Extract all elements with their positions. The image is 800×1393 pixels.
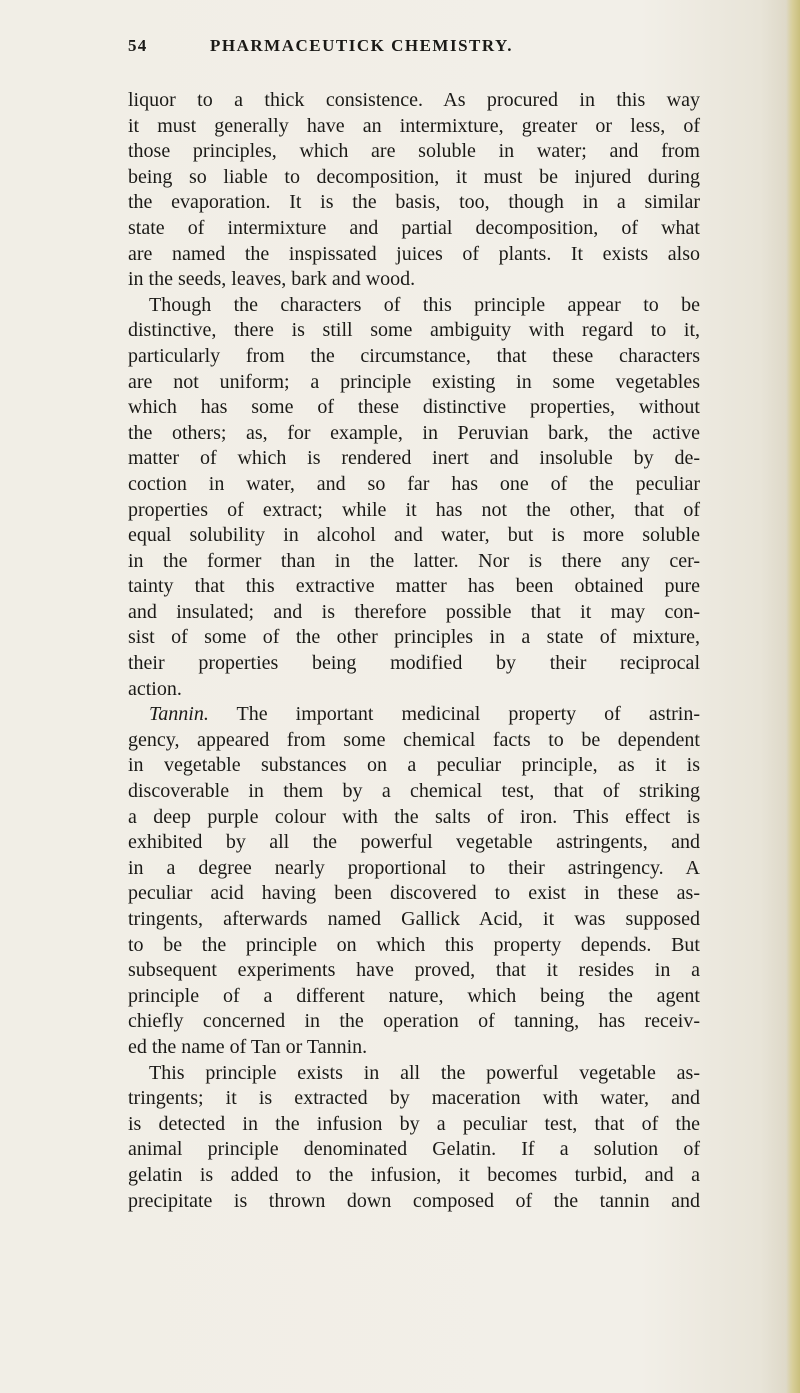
text-line-content: action. [128,677,182,700]
text-line [128,651,700,677]
text-line [128,984,700,1010]
text-line [128,421,700,447]
text-line [128,370,700,396]
text-line-content: it must generally have an intermixture, greater or less, of [128,114,700,137]
text-line-content: gelatin is added to the infusion, it becomes turbid, and a [128,1163,700,1186]
text-line-content: are not uniform; a principle existing in some vegetables [128,370,700,393]
text-line [128,958,700,984]
text-line [128,190,700,216]
text-line-content: matter of which is rendered inert and insoluble by de- [128,447,700,470]
text-line-content: gency, appeared from some chemical facts to be dependent [128,728,700,751]
text-line [128,1061,700,1087]
text-line-content: to be the principle on which this property depends. But [128,933,700,956]
text-line-content: distinctive, there is still some ambiguity with regard to it, [128,319,700,342]
text-line-content: peculiar acid having been discovered to exist in these as- [128,882,700,905]
text-line-content: precipitate is thrown down composed of the tannin and [128,1189,700,1212]
text-line-content: in a degree nearly proportional to their astringency. A [128,856,700,879]
text-line [128,600,700,626]
running-title: PHARMACEUTICK CHEMISTRY. [210,36,514,55]
text-line-content: subsequent experiments have proved, that it resides in a [128,959,700,982]
text-line [128,702,700,728]
text-line [128,395,700,421]
text-line-content: is detected in the infusion by a peculiar test, that of the [128,1112,700,1135]
text-line-content: the evaporation. It is the basis, too, though in a similar [128,191,700,214]
text-line-content: and insulated; and is therefore possible that it may con- [128,600,700,623]
section-heading: Tannin. [149,703,209,726]
text-line-content: tringents; it is extracted by maceration with water, and [128,1087,700,1110]
text-line-content: coction in water, and so far has one of the peculiar [128,472,700,495]
text-line [128,1163,700,1189]
text-line-content: sist of some of the other principles in a state of mixture, [128,626,700,649]
text-line [128,856,700,882]
text-line-content: a deep purple colour with the salts of iron. This effect is [128,805,700,828]
text-line-content: in vegetable substances on a peculiar principle, as it is [128,754,700,777]
text-line-content: tainty that this extractive matter has been obtained pure [128,575,700,598]
text-line [128,498,700,524]
running-head [128,36,688,60]
body-text [128,88,700,1214]
text-line [128,574,700,600]
text-line [128,1112,700,1138]
text-line [128,881,700,907]
text-line [128,1035,700,1061]
text-line [128,242,700,268]
text-line [128,625,700,651]
text-line-content: chiefly concerned in the operation of tanning, has receiv- [128,1010,700,1033]
text-line [128,318,700,344]
text-line [128,344,700,370]
text-line-content: the others; as, for example, in Peruvian bark, the active [128,421,700,444]
text-line [128,1137,700,1163]
text-line-content: which has some of these distinctive properties, without [128,396,700,419]
text-line [128,165,700,191]
text-line [128,830,700,856]
text-line [128,472,700,498]
text-line [128,779,700,805]
text-line-content: particularly from the circumstance, that these characters [128,344,700,367]
text-line [128,1086,700,1112]
text-line [128,805,700,831]
text-line-content: tringents, afterwards named Gallick Acid, it was supposed [128,908,700,930]
text-line [128,216,700,242]
text-line-content: exhibited by all the powerful vegetable astringents, and [128,831,700,854]
text-line-content: being so liable to decomposition, it must be injured during [128,165,700,188]
text-line-content: state of intermixture and partial decomposition, of what [128,216,700,239]
text-line-content: principle of a different nature, which being the agent [128,984,700,1007]
text-line [128,114,700,140]
text-line [128,677,700,703]
text-line-content: The important medicinal property of astrin- [208,703,700,726]
text-line [128,549,700,575]
text-line [128,139,700,165]
text-line [128,293,700,319]
text-line [128,933,700,959]
text-line-content: those principles, which are soluble in water; and from [128,140,700,163]
text-line-content: properties of extract; while it has not the other, that of [128,498,700,521]
text-line-content: ed the name of Tan or Tannin. [128,1035,368,1058]
text-line [128,907,700,933]
text-line-content: in the former than in the latter. Nor is there any cer- [128,549,700,572]
text-line [128,446,700,472]
text-line [128,1189,700,1215]
page-number: 54 [128,36,148,55]
text-line-content: their properties being modified by their reciprocal [128,652,700,675]
text-line [128,728,700,754]
text-line-content: are named the inspissated juices of plants. It exists also [128,242,700,265]
text-line-content: This principle exists in all the powerful vegetable as- [149,1061,700,1084]
text-line-content: discoverable in them by a chemical test, that of striking [128,780,700,803]
text-line-content: in the seeds, leaves, bark and wood. [128,268,416,291]
text-line-content: animal principle denominated Gelatin. If a solution of [128,1138,700,1161]
text-line [128,88,700,114]
page-edge-shadow [786,0,800,1393]
text-line-content: equal solubility in alcohol and water, but is more soluble [128,524,700,547]
text-line [128,267,700,293]
text-line [128,1009,700,1035]
text-line [128,753,700,779]
text-line [128,523,700,549]
text-line-content: liquor to a thick consistence. As procured in this way [128,89,700,111]
text-line-content: Though the characters of this principle appear to be [149,293,700,316]
